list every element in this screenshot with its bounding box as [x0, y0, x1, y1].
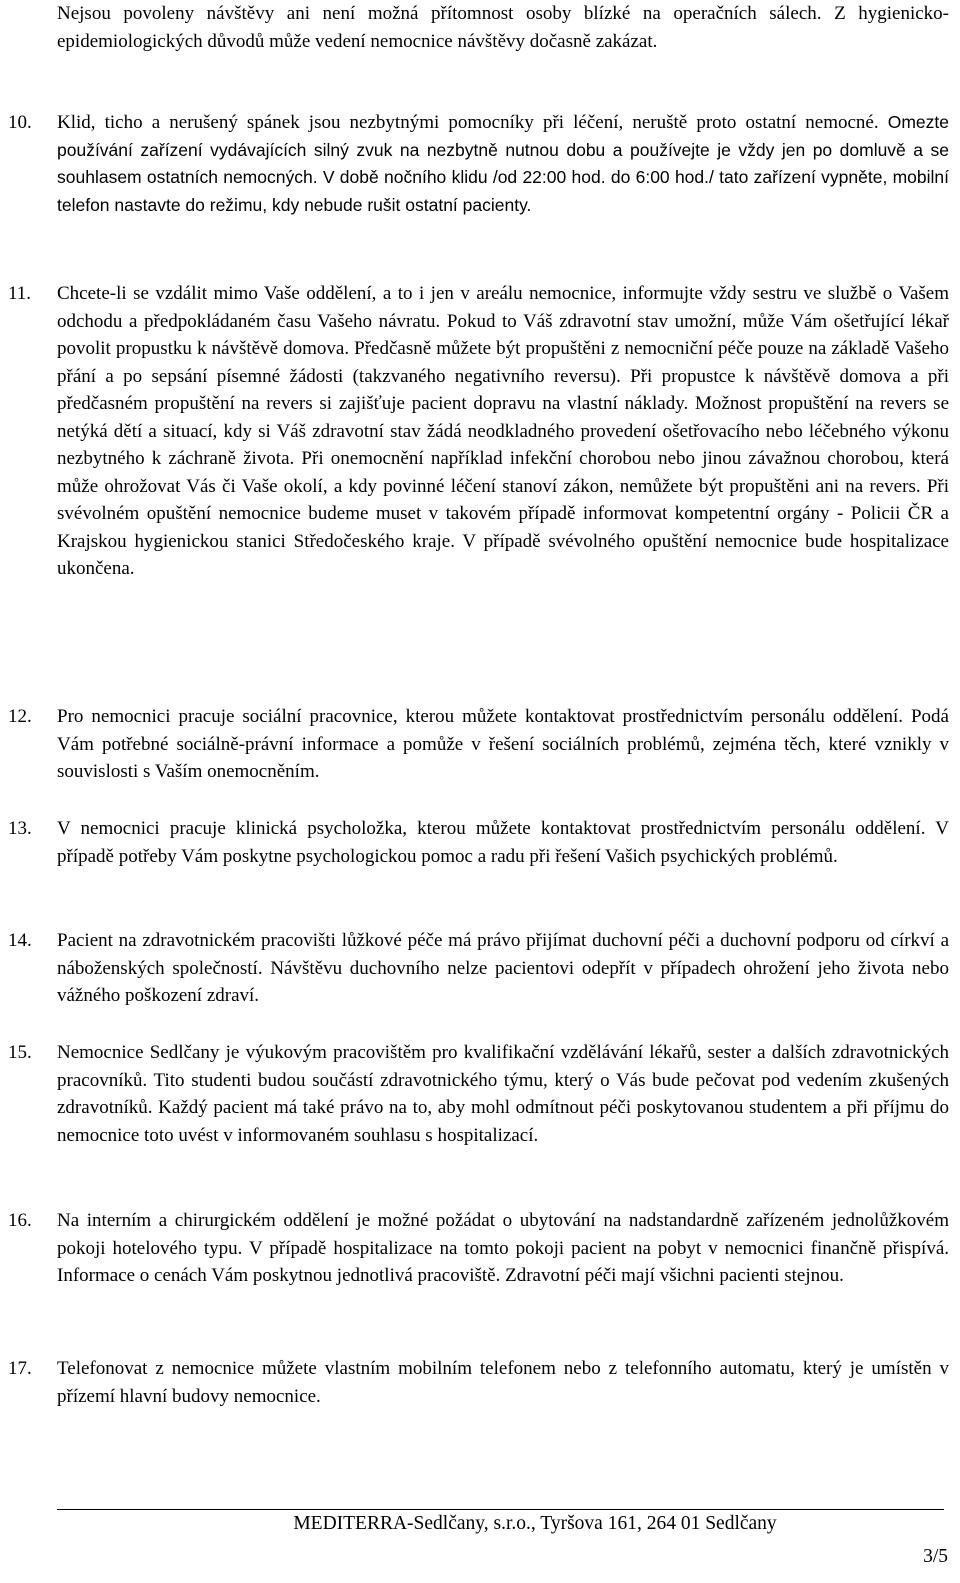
item-text-serif: Klid, ticho a nerušený spánek jsou nezbytnými pomocníky při léčení, neruště proto ostatní nemocné. — [57, 112, 888, 133]
item-text: V nemocnici pracuje klinická psycholožka, kterou můžete kontaktovat prostřednictvím personálu oddělení. V případě potřeby Vám poskytne psychologickou pomoc a radu při řešení Vašich psychických problémů. — [57, 818, 949, 867]
list-item — [8, 703, 949, 786]
list-item — [8, 1355, 949, 1410]
item-number: 10. — [8, 112, 32, 133]
list-item — [8, 927, 949, 1010]
item-text: Telefonovat z nemocnice můžete vlastním mobilním telefonem nebo z telefonního automatu, který je umístěn v přízemí hlavní budovy nemocnice. — [57, 1358, 949, 1407]
item-text — [57, 109, 949, 219]
item-text: Na interním a chirurgickém oddělení je možné požádat o ubytování na nadstandardně zařízeném jednolůžkovém pokoji hotelového typu. V případě hospitalizace na tomto pokoji pacient na pobyt v nemocnici finančně přispívá. Informace o cenách Vám poskytnou jednotlivá pracoviště. Zdravotní péči mají všichni pacienti stejnou. — [57, 1210, 949, 1286]
list-item — [8, 815, 949, 870]
item-number: 13. — [8, 818, 32, 839]
item-text: Chcete-li se vzdálit mimo Vaše oddělení, a to i jen v areálu nemocnice, informujte vždy sestru ve službě o Vašem odchodu a předpokládaném času Vašeho návratu. Pokud to Váš zdravotní stav umožní, může Vám ošetřující lékař povolit propustku k návštěvě domova. Předčasně můžete být propuštěni z nemocniční péče pouze na základě Vašeho přání a po sepsání písemné žádosti (takzvaného negativního reversu). Při propustce k návštěvě domova a při předčasném propuštění na revers si zajišťuje pacient dopravu na vlastní náklady. Možnost propuštění na revers se netýká dětí a situací, kdy si Váš zdravotní stav žádá neodkladného provedení ošetřovacího nebo léčebného výkonu nezbytného k záchraně života. Při onemocnění například infekční chorobou nebo jinou závažnou chorobou, která může ohrožovat Vás či Vaše okolí, a kdy povinné léčení stanoví zákon, nemůžete být propuštěni ani na revers. Při svévolném opuštění nemocnice budeme muset v takovém případě informovat kompetentní orgány - Policii ČR a Krajskou hygienickou stanici Středočeského kraje. V případě svévolného opuštění nemocnice bude hospitalizace ukončena. — [57, 283, 949, 579]
list-item — [8, 109, 949, 219]
list-item — [8, 1207, 949, 1290]
item-number: 17. — [8, 1358, 32, 1379]
item-text: Pro nemocnici pracuje sociální pracovnice, kterou můžete kontaktovat prostřednictvím personálu oddělení. Podá Vám potřebné sociálně-právní informace a pomůže v řešení sociálních problémů, zejména těch, které vznikly v souvislosti s Vaším onemocněním. — [57, 706, 949, 782]
item-text-sans: Omezte používání zařízení vydávajících silný zvuk na nezbytně nutnou dobu a používejte je vždy jen po domluvě a se souhlasem ostatních nemocných. V době nočního klidu /od 22:00 hod. do 6:00 hod./ tato zařízení vypněte, mobilní telefon nastavte do režimu, kdy nebude rušit ostatní pacienty. — [57, 112, 949, 215]
intro-paragraph: Nejsou povoleny návštěvy ani není možná přítomnost osoby blízké na operačních sálech. Z hygienicko-epidemiologických důvodů může vedení nemocnice návštěvy dočasně zakázat. — [57, 3, 949, 52]
item-number: 15. — [8, 1042, 32, 1063]
item-text: Nemocnice Sedlčany je výukovým pracovištěm pro kvalifikační vzdělávání lékařů, sester a dalších zdravotnických pracovníků. Tito studenti budou součástí zdravotnického týmu, který o Vás bude pečovat pod vedením zkušených zdravotníků. Každý pacient má také právo na to, aby mohl odmítnout péči poskytovanou studentem a při příjmu do nemocnice toto uvést v informovaném souhlasu s hospitalizací. — [57, 1042, 949, 1146]
item-number: 14. — [8, 930, 32, 951]
list-item — [8, 1039, 949, 1149]
page-number: 3/5 — [923, 1546, 948, 1567]
item-number: 12. — [8, 706, 32, 727]
item-number: 11. — [8, 283, 32, 304]
item-number: 16. — [8, 1210, 32, 1231]
list-item — [8, 280, 949, 583]
footer-address: MEDITERRA-Sedlčany, s.r.o., Tyršova 161, 264 01 Sedlčany — [293, 1513, 777, 1534]
item-text: Pacient na zdravotnickém pracovišti lůžkové péče má právo přijímat duchovní péči a duchovní podporu od církví a náboženských společností. Návštěvu duchovního nelze pacientovi odepřít v případech ohrožení jeho života nebo vážného poškození zdraví. — [57, 930, 949, 1006]
